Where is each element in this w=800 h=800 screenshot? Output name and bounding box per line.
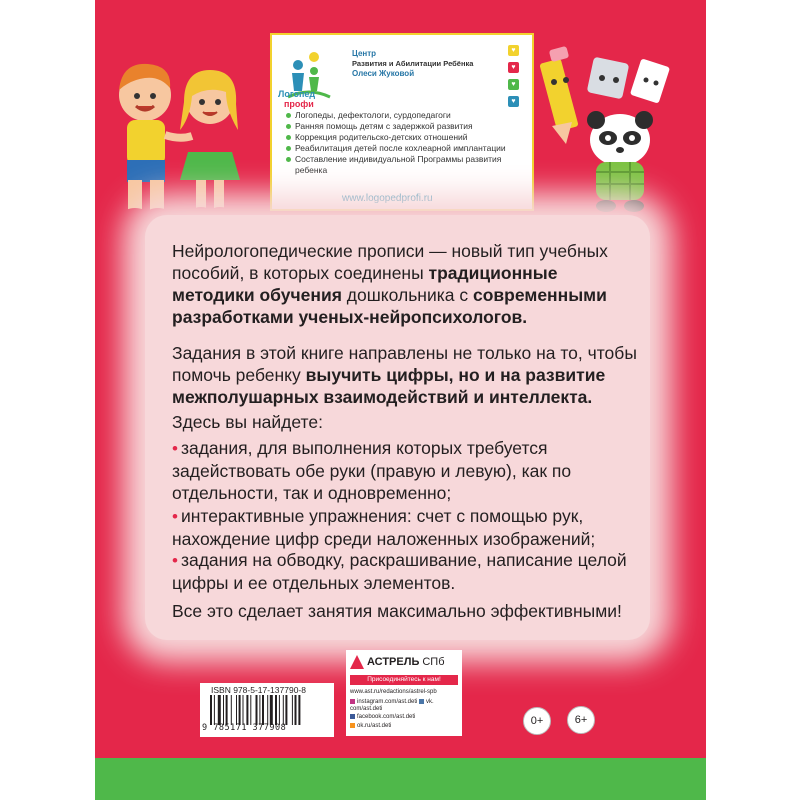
barcode-digits: 9 785171 377908 <box>202 723 287 733</box>
heart-icon: ♥ <box>508 45 519 56</box>
astrel-logo-icon <box>350 655 364 669</box>
center-line1: Центр <box>352 49 377 58</box>
social-line-ok <box>350 723 391 730</box>
bottom-green-strip <box>95 758 706 800</box>
tasks-bold: выучить цифры, но и на развитие межполушарных взаимодействий и интеллекта. <box>172 365 606 407</box>
here-you-find-heading: Здесь вы найдете: <box>172 412 323 432</box>
publisher-logo <box>350 655 445 669</box>
list-item <box>172 505 642 550</box>
logo-text <box>278 89 338 109</box>
service-item: Ранняя помощь детям с задержкой развития <box>286 121 516 132</box>
description-panel <box>145 215 650 640</box>
services-list <box>286 110 516 176</box>
kids-illustration <box>100 40 260 225</box>
website-link[interactable]: www.logopedprofi.ru <box>342 193 433 204</box>
service-item: Составление индивидуальной Программы развития ребенка <box>286 154 516 176</box>
bullet-icon: • <box>172 439 178 458</box>
closing-paragraph: Все это сделает занятия максимально эффективными! <box>172 601 622 621</box>
heart-icon: ♥ <box>508 62 519 73</box>
age-badge: 0+ <box>523 707 551 735</box>
facebook-link[interactable]: facebook.com/ast.deti <box>357 714 416 721</box>
list-item-text: задания, для выполнения которых требуется задействовать обе руки (правую и левую), как по отдельности, так и одновременно; <box>172 438 572 503</box>
instagram-icon <box>350 699 355 704</box>
intro-text-2: дошкольника с <box>341 285 473 305</box>
center-title <box>352 49 512 79</box>
ok-link[interactable]: ok.ru/ast.deti <box>357 723 392 730</box>
list-item <box>172 437 642 504</box>
join-us-banner: Присоединяйтесь к нам! <box>350 675 458 685</box>
heart-icon: ♥ <box>508 79 519 90</box>
intro-text: Нейрологопедические прописи — новый тип учебных пособий, в которых соединены <box>172 241 608 283</box>
publisher-site-link[interactable]: www.ast.ru/redactions/astrel-spb <box>350 689 437 695</box>
service-item: Коррекция родительско-детских отношений <box>286 132 516 143</box>
publisher-card <box>346 650 462 736</box>
heart-icons-column <box>508 45 522 113</box>
ok-icon <box>350 723 355 728</box>
vk-icon <box>419 699 424 704</box>
publisher-brand: АСТРЕЛЬ <box>367 656 420 668</box>
center-line3: Олеси Жуковой <box>352 69 415 78</box>
intro-paragraph <box>172 240 642 328</box>
logo-line1: Логопед <box>278 89 316 99</box>
facebook-icon <box>350 714 355 719</box>
vk-continuation: com/ast.deti <box>350 706 383 712</box>
service-item: Реабилитация детей после кохлеарной имплантации <box>286 143 516 154</box>
characters-illustration <box>540 40 680 220</box>
heart-icon: ♥ <box>508 96 519 107</box>
barcode-box <box>200 683 334 737</box>
list-item-text: интерактивные упражнения: счет с помощью рук, нахождение цифр среди наложенных изображений; <box>172 506 596 549</box>
social-line-facebook <box>350 714 415 721</box>
service-item: Логопеды, дефектологи, сурдопедагоги <box>286 110 516 121</box>
intro-bold-1: традиционные методики обучения <box>172 263 558 305</box>
logopedprofi-info-card <box>270 33 534 211</box>
age-badge: 6+ <box>567 706 595 734</box>
tasks-text: Задания в этой книге направлены не только на то, чтобы помочь ребенку <box>172 343 637 385</box>
list-item-text: задания на обводку, раскрашивание, написание целой цифры и ее отдельных элементов. <box>172 550 627 593</box>
bullet-icon: • <box>172 507 178 526</box>
center-line2: Развития и Абилитации Ребёнка <box>352 59 474 68</box>
publisher-brand-suffix: СПб <box>422 656 445 668</box>
isbn-text: ISBN 978-5-17-137790-8 <box>211 685 306 695</box>
tasks-paragraph <box>172 342 642 408</box>
logo-line2: профи <box>284 99 314 109</box>
bullet-icon: • <box>172 551 178 570</box>
vk-link[interactable]: vk. <box>426 699 434 706</box>
list-item <box>172 549 642 594</box>
barcode-icon <box>210 695 322 725</box>
intro-bold-2: современными разработками ученых-нейропсихологов. <box>172 285 607 327</box>
instagram-link[interactable]: instagram.com/ast.deti <box>357 699 418 706</box>
